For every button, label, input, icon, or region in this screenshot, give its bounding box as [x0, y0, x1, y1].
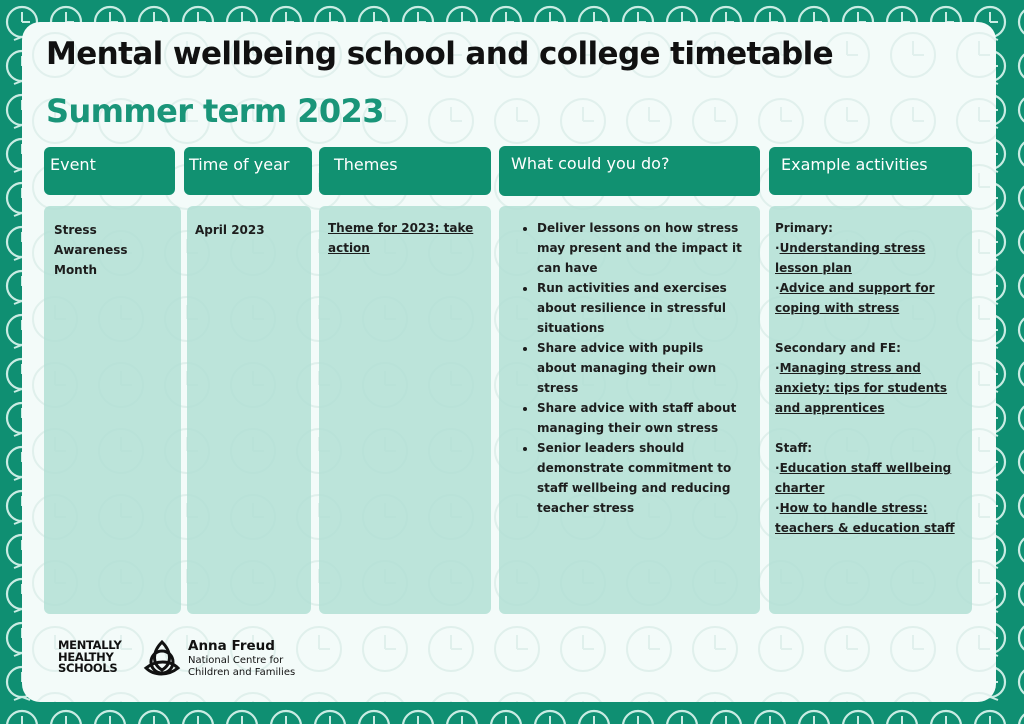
list-item: • Senior leaders should demonstrate commitment to staff wellbeing and reducing teacher stress [537, 438, 742, 518]
logo-line: SCHOOLS [58, 661, 118, 675]
timetable-panel [22, 22, 996, 702]
link-staff-charter[interactable]: Education staff wellbeing charter [775, 461, 952, 495]
anna-freud-subtitle [188, 655, 328, 679]
bullet: · [775, 281, 780, 295]
header-time-of-year: Time of year [184, 147, 312, 195]
mentally-healthy-schools-logo [58, 640, 138, 675]
link-managing-stress[interactable]: Managing stress and anxiety: tips for students and apprentices [775, 361, 948, 415]
actions-list [519, 218, 742, 518]
primary-label: Primary: [775, 221, 833, 235]
bullet: · [775, 461, 780, 475]
event-cell [44, 206, 181, 614]
header-themes: Themes [319, 147, 491, 195]
bullet: · [775, 241, 780, 255]
what-could-you-do-cell [499, 206, 760, 614]
anna-freud-name: Anna Freud [188, 638, 275, 654]
list-item: • Share advice with pupils about managing their own stress [537, 338, 742, 398]
bullet: · [775, 361, 780, 375]
logo-line: MENTALLY [58, 638, 122, 652]
example-activities-cell [769, 206, 972, 614]
list-item: • Deliver lessons on how stress may present and the impact it can have [537, 218, 742, 278]
event-text: Stress Awareness Month [54, 223, 128, 277]
header-example-activities: Example activities [769, 147, 972, 195]
link-advice-support[interactable]: Advice and support for coping with stress [775, 281, 935, 315]
list-item: • Run activities and exercises about resilience in stressful situations [537, 278, 742, 338]
logo-subline: National Centre for [188, 655, 284, 666]
bullet: · [775, 501, 780, 515]
secondary-label: Secondary and FE: [775, 341, 901, 355]
triquetra-icon [142, 638, 182, 678]
themes-cell [319, 206, 491, 614]
logo-subline: Children and Families [188, 667, 296, 678]
page-title: Mental wellbeing school and college timetable [46, 36, 834, 72]
list-item: • Share advice with staff about managing their own stress [537, 398, 742, 438]
term-subtitle: Summer term 2023 [46, 92, 384, 130]
theme-link[interactable]: Theme for 2023: take action [328, 221, 474, 255]
logo-line: HEALTHY [58, 649, 114, 664]
time-of-year-cell [187, 206, 311, 614]
header-what-could-you-do: What could you do? [499, 146, 760, 196]
staff-label: Staff: [775, 441, 812, 455]
header-event: Event [44, 147, 175, 195]
link-handle-stress[interactable]: How to handle stress: teachers & education staff [775, 501, 955, 535]
link-understanding-stress[interactable]: Understanding stress lesson plan [775, 241, 926, 275]
time-text: April 2023 [195, 223, 265, 237]
